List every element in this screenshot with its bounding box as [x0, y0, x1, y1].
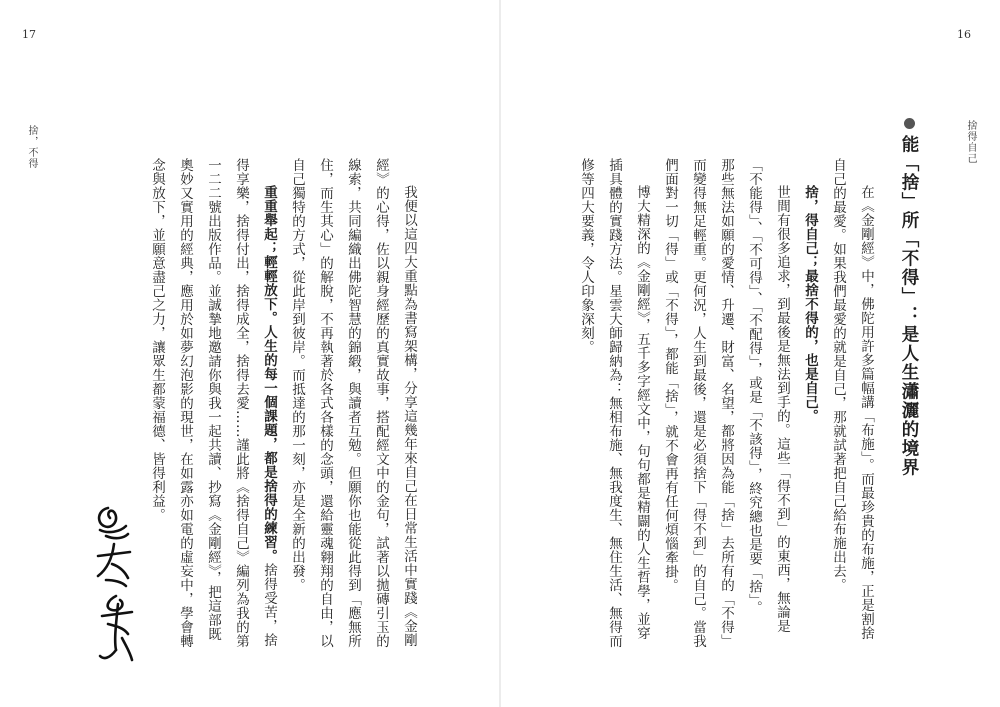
text-column: 在《金剛經》中，佛陀用許多篇幅講「布施」。而最珍貴的布施，正是割捨 [858, 185, 874, 641]
page-number-right: 16 [957, 28, 971, 41]
text-column: 那些無法如願的愛情、升遷、財富、名望，都將因為能「捨」去所有的「不得」 [718, 158, 734, 648]
text-column: 自己的最愛。如果我們最愛的就是自己，那就試著把自己給布施出去。 [830, 158, 846, 592]
section-title-text: 能「捨」所「不得」：是人生瀟灑的境界 [899, 135, 919, 477]
running-head-right: 捨得自己 [965, 120, 976, 164]
text-column: 世間有很多追求，到最後是無法到手的。這些「得不到」的東西，無論是 [774, 185, 790, 633]
text-column: 念與放下，並願意盡己之力，讓眾生都蒙福德、皆得利益。 [149, 158, 165, 522]
page-number-left: 17 [22, 28, 36, 41]
text-column: 而變得無足輕重。更何況，人生到最後，還是必須捨下「得不到」的自己。當我 [690, 158, 706, 648]
page-gutter [499, 0, 501, 707]
author-signature [86, 500, 146, 670]
text-column: 我便以這四大重點為書寫架構，分享這幾年來自己在日常生活中實踐《金剛 [401, 185, 417, 647]
text-column: 插具體的實踐方法。星雲大師歸納為：無相布施、無我度生、無住生活、無得而 [606, 158, 622, 648]
text-column-bold: 捨，得自己；最捨不得的，也是自己。 [802, 185, 818, 423]
plain-phrase: 捨得受苦，捨 [261, 563, 277, 647]
bold-phrase: 重重舉起；輕輕放下。人生的每一個課題，都是捨得的練習。 [261, 185, 277, 563]
section-title [897, 118, 922, 477]
text-column-mixed [258, 158, 279, 647]
text-column: 線索，共同編織出佛陀智慧的錦緞，與讀者互勉。但願你也能從此得到「應無所 [345, 158, 361, 648]
text-column: 奧妙又實用的經典，應用於如夢幻泡影的現世，在如露亦如電的虛妄中，學會轉 [177, 158, 193, 648]
text-column: 住，而生其心」的解脫，不再執著於各式各樣的念頭，還給靈魂翱翔的自由，以 [317, 158, 333, 648]
text-column: 得享樂，捨得付出，捨得成全，捨得去愛……謹此將《捨得自己》編列為我的第 [233, 158, 249, 648]
bullet-icon [904, 118, 915, 129]
text-column: 修等四大要義，令人印象深刻。 [578, 158, 594, 354]
text-column: 「不能得」、「不可得」、「不配得」，或是「不該得」，終究總也是要「捨」。 [746, 158, 762, 615]
text-column: 一二二號出版作品。並誠摯地邀請你與我一起共讀、抄寫《金剛經》，把這部既 [205, 158, 221, 642]
text-column: 博大精深的《金剛經》，五千多字經文中，句句都是精闢的人生哲學，並穿 [634, 185, 650, 641]
text-column: 經》的心得，佐以親身經歷的真實故事，搭配經文中的金句，試著以拋磚引玉的 [373, 158, 389, 648]
text-column: 們面對一切「得」或「不得」，都能「捨」，就不會再有任何煩惱牽掛。 [662, 158, 678, 593]
text-column: 自己獨特的方式，從此岸到彼岸。而抵達的那一刻，亦是全新的出發。 [289, 158, 305, 592]
running-head-left: 捨，不得 [26, 125, 37, 169]
